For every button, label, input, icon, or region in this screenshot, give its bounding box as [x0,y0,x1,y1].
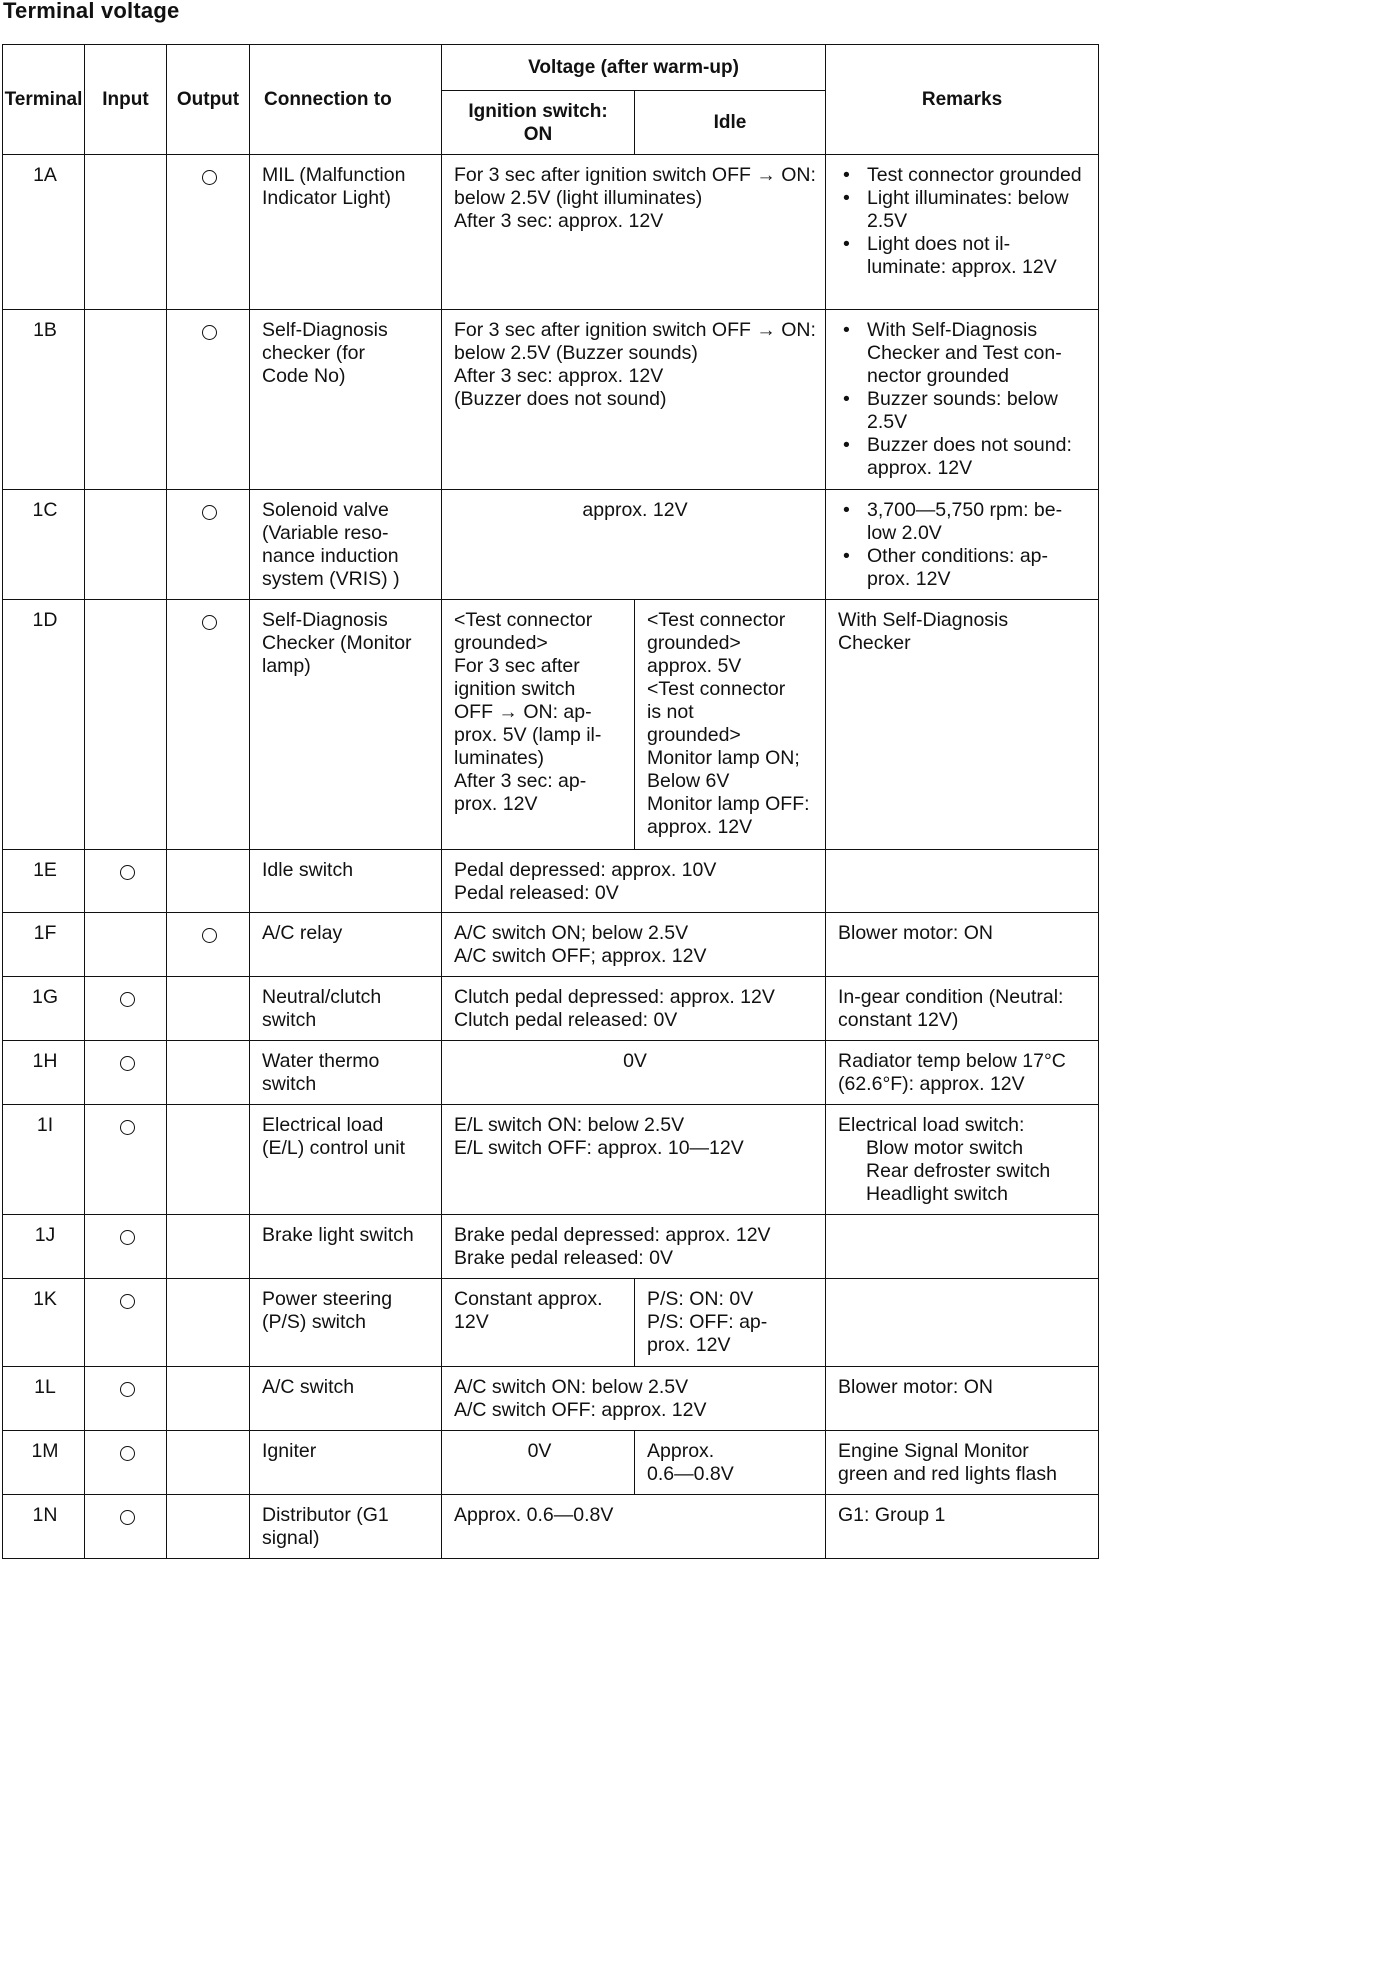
voltage-cell: 0V [442,1041,826,1105]
remarks-bullet: • Light illuminates: below 2.5V [838,187,1089,233]
table-row [3,850,1099,913]
input-circle-icon [120,1382,135,1397]
connection-cell: Igniter [250,1431,442,1495]
terminal-cell: 1J [3,1215,85,1279]
header-idle: Idle [635,91,826,155]
connection-cell: Water thermo switch [250,1041,442,1105]
input-cell [85,1105,167,1215]
connection-cell: Neutral/clutch switch [250,977,442,1041]
connection-cell: A/C switch [250,1367,442,1431]
terminal-cell: 1I [3,1105,85,1215]
header-terminal: Terminal [3,45,85,155]
remarks-cell: In-gear condition (Neutral: constant 12V) [826,977,1099,1041]
input-circle-icon [120,1446,135,1461]
voltage-cell: For 3 sec after ignition switch OFF → ON: below 2.5V (Buzzer sounds) After 3 sec: approx. 12V (Buzzer does not sound) [442,310,826,490]
terminal-voltage-table [2,44,1099,1559]
input-circle-icon [120,1294,135,1309]
input-cell [85,155,167,310]
connection-cell: Idle switch [250,850,442,913]
input-cell [85,600,167,850]
remarks-cell [826,155,1099,310]
table-row [3,1041,1099,1105]
input-cell [85,977,167,1041]
input-circle-icon [120,1120,135,1135]
page-title: Terminal voltage [3,0,180,23]
output-circle-icon [202,928,217,943]
input-cell [85,850,167,913]
connection-cell: Power steering (P/S) switch [250,1279,442,1367]
remarks-cell: With Self-Diagnosis Checker [826,600,1099,850]
output-cell [167,600,250,850]
terminal-cell: 1L [3,1367,85,1431]
connection-cell: A/C relay [250,913,442,977]
output-cell [167,850,250,913]
table-row [3,1105,1099,1215]
input-circle-icon [120,1056,135,1071]
table-row [3,1495,1099,1559]
table-row [3,1215,1099,1279]
remarks-heading: Electrical load switch: [838,1114,1025,1136]
voltage-cell: E/L switch ON: below 2.5V E/L switch OFF: approx. 10—12V [442,1105,826,1215]
connection-cell: Brake light switch [250,1215,442,1279]
terminal-cell: 1N [3,1495,85,1559]
table-row [3,155,1099,310]
output-circle-icon [202,170,217,185]
output-circle-icon [202,615,217,630]
connection-cell: Solenoid valve (Variable reso- nance induction system (VRIS) ) [250,490,442,600]
output-circle-icon [202,505,217,520]
input-cell [85,1495,167,1559]
terminal-cell: 1D [3,600,85,850]
connection-cell: Distributor (G1 signal) [250,1495,442,1559]
connection-cell: Electrical load (E/L) control unit [250,1105,442,1215]
voltage-idle-cell: P/S: ON: 0V P/S: OFF: ap- prox. 12V [635,1279,826,1367]
voltage-cell: A/C switch ON: below 2.5V A/C switch OFF: approx. 12V [442,1367,826,1431]
voltage-cell: Pedal depressed: approx. 10V Pedal released: 0V [442,850,826,913]
remarks-cell: G1: Group 1 [826,1495,1099,1559]
table-row [3,490,1099,600]
input-circle-icon [120,1510,135,1525]
remarks-bullet: • Buzzer sounds: below 2.5V [838,388,1089,434]
remarks-bullet: • Test connector grounded [838,164,1089,187]
remarks-bullet: • Other conditions: ap-prox. 12V [838,545,1089,591]
table-row [3,1367,1099,1431]
input-cell [85,490,167,600]
remarks-cell [826,1215,1099,1279]
output-cell [167,977,250,1041]
terminal-cell: 1M [3,1431,85,1495]
table-row [3,1279,1099,1367]
table-row [3,600,1099,850]
input-circle-icon [120,992,135,1007]
output-cell [167,310,250,490]
table-row [3,913,1099,977]
voltage-cell: For 3 sec after ignition switch OFF → ON: below 2.5V (light illuminates) After 3 sec: approx. 12V [442,155,826,310]
input-cell [85,1367,167,1431]
output-cell [167,1041,250,1105]
connection-cell: Self-Diagnosis checker (for Code No) [250,310,442,490]
header-remarks: Remarks [826,45,1099,155]
voltage-cell: approx. 12V [442,490,826,600]
remarks-bullet: • 3,700—5,750 rpm: be-low 2.0V [838,499,1089,545]
remarks-sublist: Blow motor switch Rear defroster switch Headlight switch [866,1137,1051,1205]
output-cell [167,1495,250,1559]
table-row [3,310,1099,490]
voltage-cell: A/C switch ON; below 2.5V A/C switch OFF; approx. 12V [442,913,826,977]
terminal-cell: 1H [3,1041,85,1105]
input-cell [85,1279,167,1367]
output-cell [167,1367,250,1431]
remarks-bullet: • With Self-Diagnosis Checker and Test con-nector grounded [838,319,1089,388]
input-circle-icon [120,1230,135,1245]
input-cell [85,1041,167,1105]
output-cell [167,155,250,310]
input-cell [85,1431,167,1495]
table-row [3,977,1099,1041]
header-input: Input [85,45,167,155]
voltage-ignition-on-cell: <Test connector grounded> For 3 sec after ignition switch OFF → ON: ap- prox. 5V (lamp il- luminates) After 3 sec: ap- prox. 12V [442,600,635,850]
terminal-cell: 1B [3,310,85,490]
input-cell [85,310,167,490]
voltage-cell: Clutch pedal depressed: approx. 12V Clutch pedal released: 0V [442,977,826,1041]
terminal-cell: 1K [3,1279,85,1367]
remarks-cell [826,1105,1099,1215]
input-cell [85,913,167,977]
table-row [3,1431,1099,1495]
remarks-bullet: • Light does not il-luminate: approx. 12V [838,233,1089,279]
remarks-cell [826,310,1099,490]
output-circle-icon [202,325,217,340]
remarks-cell [826,1279,1099,1367]
header-output: Output [167,45,250,155]
remarks-cell: Engine Signal Monitor green and red lights flash [826,1431,1099,1495]
input-cell [85,1215,167,1279]
remarks-bullet: • Buzzer does not sound: approx. 12V [838,434,1089,480]
voltage-idle-cell: <Test connector grounded> approx. 5V <Test connector is not grounded> Monitor lamp ON; Below 6V Monitor lamp OFF: approx. 12V [635,600,826,850]
remarks-cell [826,850,1099,913]
terminal-cell: 1E [3,850,85,913]
terminal-cell: 1G [3,977,85,1041]
remarks-cell: Blower motor: ON [826,1367,1099,1431]
voltage-ignition-on-cell: Constant approx. 12V [442,1279,635,1367]
output-cell [167,1431,250,1495]
remarks-cell: Blower motor: ON [826,913,1099,977]
connection-cell: MIL (Malfunction Indicator Light) [250,155,442,310]
terminal-cell: 1F [3,913,85,977]
input-circle-icon [120,865,135,880]
header-connection: Connection to [250,45,442,155]
voltage-cell: Approx. 0.6—0.8V [442,1495,826,1559]
remarks-cell [826,490,1099,600]
terminal-cell: 1A [3,155,85,310]
voltage-idle-cell: Approx. 0.6—0.8V [635,1431,826,1495]
output-cell [167,1279,250,1367]
output-cell [167,1215,250,1279]
header-ignition-on: Ignition switch: ON [442,91,635,155]
voltage-ignition-on-cell: 0V [442,1431,635,1495]
output-cell [167,490,250,600]
connection-cell: Self-Diagnosis Checker (Monitor lamp) [250,600,442,850]
output-cell [167,1105,250,1215]
output-cell [167,913,250,977]
header-voltage: Voltage (after warm-up) [442,45,826,91]
remarks-cell: Radiator temp below 17°C (62.6°F): approx. 12V [826,1041,1099,1105]
voltage-cell: Brake pedal depressed: approx. 12V Brake pedal released: 0V [442,1215,826,1279]
terminal-cell: 1C [3,490,85,600]
